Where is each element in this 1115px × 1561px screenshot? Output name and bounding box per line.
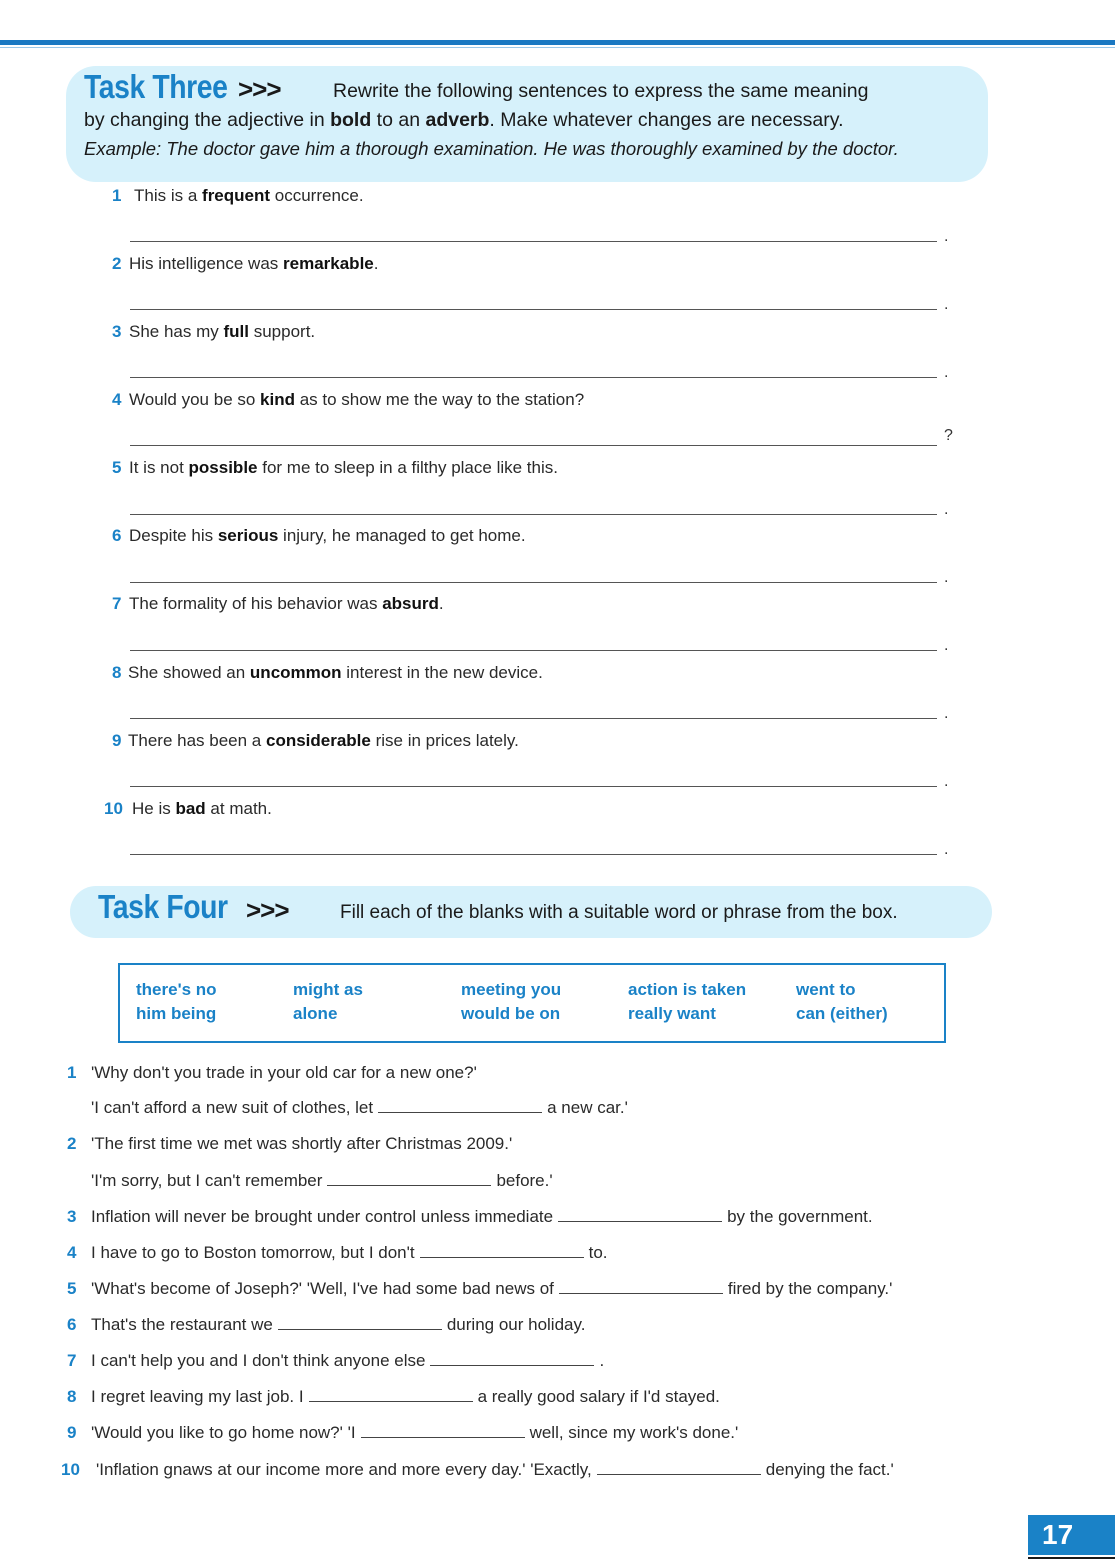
fill-item-2-prompt: 2 'The first time we met was shortly after Christmas 2009.' xyxy=(67,1134,513,1153)
blank-1[interactable] xyxy=(378,1098,542,1113)
word-option-5[interactable]: went to can (either) xyxy=(796,980,888,1023)
blank-9[interactable] xyxy=(361,1423,525,1438)
end-mark-1: . xyxy=(944,228,949,245)
exercise-item-3: 3 She has my full support. xyxy=(112,322,316,341)
blank-10[interactable] xyxy=(597,1460,761,1475)
word-option-3[interactable]: meeting you would be on xyxy=(461,980,562,1023)
fill-item-7: 7 I can't help you and I don't think anyone else . xyxy=(67,1351,605,1370)
fill-item-9: 9 'Would you like to go home now?' 'I well, since my work's done.' xyxy=(67,1423,739,1442)
blank-4[interactable] xyxy=(420,1243,584,1258)
end-mark-10: . xyxy=(944,841,949,858)
end-mark-8: . xyxy=(944,705,949,722)
blank-2[interactable] xyxy=(327,1171,491,1186)
answer-line-3[interactable] xyxy=(130,377,937,378)
page-number: 17 xyxy=(1028,1515,1115,1555)
end-mark-3: . xyxy=(944,364,949,381)
exercise-item-6: 6 Despite his serious injury, he managed to get home. xyxy=(112,526,526,545)
fill-item-1: 'I can't afford a new suit of clothes, let a new car.' xyxy=(91,1098,628,1117)
task-three-example: Example: The doctor gave him a thorough examination. He was thoroughly examined by the doctor. xyxy=(84,138,899,159)
fill-item-8: 8 I regret leaving my last job. I a really good salary if I'd stayed. xyxy=(67,1387,720,1406)
exercise-item-7: 7 The formality of his behavior was absurd. xyxy=(112,594,444,613)
fill-item-3: 3 Inflation will never be brought under control unless immediate by the government. xyxy=(67,1207,873,1226)
end-mark-9: . xyxy=(944,773,949,790)
task-four-instruction: Fill each of the blanks with a suitable word or phrase from the box. xyxy=(340,902,898,923)
task-three-title: Task Three xyxy=(84,68,228,105)
end-mark-5: . xyxy=(944,501,949,518)
exercise-item-8: 8 She showed an uncommon interest in the new device. xyxy=(112,663,543,682)
answer-line-2[interactable] xyxy=(130,309,937,310)
answer-line-6[interactable] xyxy=(130,582,937,583)
word-option-1[interactable]: there's no him being xyxy=(136,980,217,1023)
answer-line-7[interactable] xyxy=(130,650,937,651)
top-rule xyxy=(0,40,1115,45)
fill-item-4: 4 I have to go to Boston tomorrow, but I don't to. xyxy=(67,1243,608,1262)
fill-item-1-prompt: 1 'Why don't you trade in your old car for a new one?' xyxy=(67,1063,477,1082)
answer-line-4[interactable] xyxy=(130,445,937,446)
answer-line-5[interactable] xyxy=(130,514,937,515)
blank-3[interactable] xyxy=(558,1207,722,1222)
fill-item-6: 6 That's the restaurant we during our holiday. xyxy=(67,1315,586,1334)
fill-item-10: 10 'Inflation gnaws at our income more and more every day.' 'Exactly, denying the fact.' xyxy=(61,1460,894,1479)
answer-line-8[interactable] xyxy=(130,718,937,719)
blank-7[interactable] xyxy=(430,1351,594,1366)
blank-5[interactable] xyxy=(559,1279,723,1294)
answer-line-10[interactable] xyxy=(130,854,937,855)
exercise-item-4: 4 Would you be so kind as to show me the way to the station? xyxy=(112,390,585,409)
page-number-rule xyxy=(1028,1557,1115,1559)
blank-6[interactable] xyxy=(278,1315,442,1330)
exercise-item-9: 9 There has been a considerable rise in prices lately. xyxy=(112,731,519,750)
blank-8[interactable] xyxy=(309,1387,473,1402)
exercise-item-5: 5 It is not possible for me to sleep in a filthy place like this. xyxy=(112,458,558,477)
task-three-arrows: >>> xyxy=(238,74,281,104)
answer-line-1[interactable] xyxy=(130,241,937,242)
task-four-arrows: >>> xyxy=(246,895,289,925)
exercise-item-10: 10 He is bad at math. xyxy=(104,799,272,818)
exercise-item-1: 1 This is a frequent occurrence. xyxy=(112,186,364,205)
top-rule-thin xyxy=(0,47,1115,48)
answer-line-9[interactable] xyxy=(130,786,937,787)
word-option-2[interactable]: might as alone xyxy=(293,980,363,1023)
end-mark-2: . xyxy=(944,296,949,313)
exercise-item-2: 2 His intelligence was remarkable. xyxy=(112,254,379,273)
end-mark-6: . xyxy=(944,569,949,586)
task-three-instruction-line2: by changing the adjective in bold to an adverb. Make whatever changes are necessary. xyxy=(84,109,844,131)
end-mark-7: . xyxy=(944,637,949,654)
end-mark-4: ? xyxy=(944,427,953,444)
task-four-title: Task Four xyxy=(98,888,228,925)
fill-item-2: 'I'm sorry, but I can't remember before.' xyxy=(91,1171,553,1190)
word-option-4[interactable]: action is taken really want xyxy=(628,980,747,1023)
task-three-instruction-line1: Rewrite the following sentences to express the same meaning xyxy=(333,80,869,102)
fill-item-5: 5 'What's become of Joseph?' 'Well, I've had some bad news of fired by the company.' xyxy=(67,1279,893,1298)
